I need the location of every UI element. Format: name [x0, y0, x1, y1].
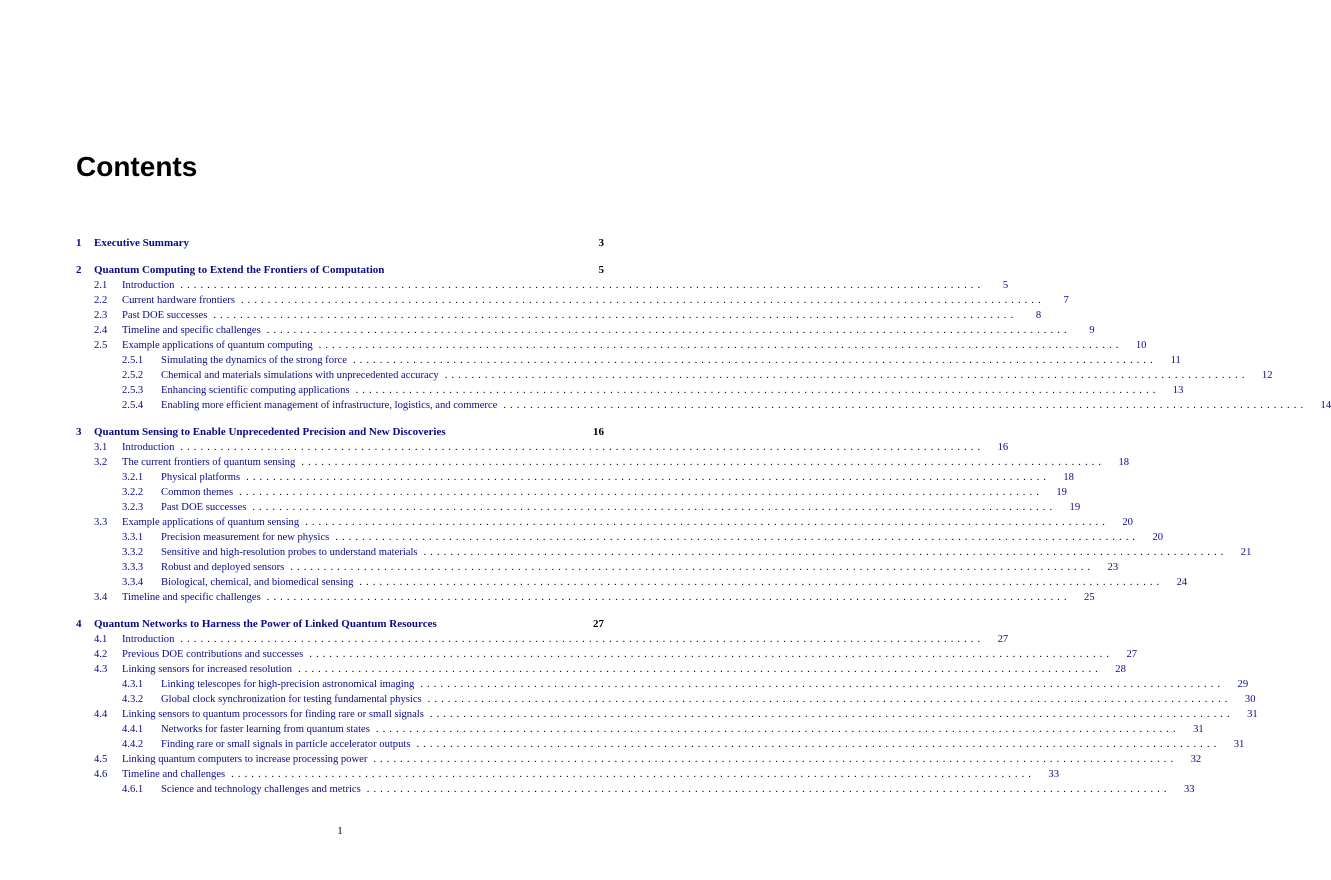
toc-section-entry[interactable] [94, 338, 1147, 353]
toc-subsection-entry[interactable] [122, 398, 1331, 413]
toc-section-entry[interactable] [94, 752, 1202, 767]
toc-section-entry[interactable] [94, 278, 1009, 293]
dot-leader: ........................................................................................................................ [290, 562, 1095, 573]
toc-entry-number: 3.2.2 [122, 487, 144, 498]
toc-entry-page-number: 24 [1176, 577, 1188, 588]
toc-entry-number: 2.1 [94, 280, 108, 291]
dot-leader: ........................................................................................................................ [180, 280, 985, 291]
dot-leader: ........................................................................................................................ [375, 724, 1180, 735]
toc-entry-title: Simulating the dynamics of the strong force [161, 355, 347, 366]
toc-entry-page-number: 9 [1089, 325, 1095, 336]
dot-leader: ........................................................................................................................ [335, 532, 1140, 543]
dot-leader: ........................................................................................................................ [373, 754, 1178, 765]
toc-entry-title: Introduction [122, 634, 175, 645]
toc-subsection-entry[interactable] [122, 560, 1119, 575]
toc-subsection-entry[interactable] [122, 692, 1256, 707]
toc-entry-page-number: 30 [1244, 694, 1256, 705]
dot-leader: ........................................................................................................................ [420, 679, 1225, 690]
toc-entry-page-number: 5 [598, 264, 604, 276]
toc-section-entry[interactable] [94, 515, 1133, 530]
toc-entry-number: 3.3.3 [122, 562, 144, 573]
toc-entry-title: Past DOE successes [161, 502, 247, 513]
toc-entry-title: Enabling more efficient management of infrastructure, logistics, and commerce [161, 400, 498, 411]
toc-entry-number: 3.2.3 [122, 502, 144, 513]
toc-entry-number: 4.3.1 [122, 679, 144, 690]
toc-entry-number: 1 [76, 237, 82, 249]
toc-subsection-entry[interactable] [122, 575, 1188, 590]
toc-entry-page-number: 29 [1237, 679, 1249, 690]
toc-entry-title: Quantum Computing to Extend the Frontiers of Computation [94, 264, 385, 276]
toc-entry-number: 2.5.4 [122, 400, 144, 411]
dot-leader: ........................................................................................................................ [252, 502, 1057, 513]
toc-chapter-entry[interactable] [76, 617, 604, 632]
toc-section-entry[interactable] [94, 662, 1126, 677]
toc-chapter-entry[interactable] [76, 263, 604, 278]
toc-entry-title: Previous DOE contributions and successes [122, 649, 304, 660]
toc-entry-number: 4 [76, 618, 82, 630]
toc-entry-number: 2 [76, 264, 82, 276]
toc-entry-page-number: 21 [1240, 547, 1252, 558]
toc-entry-page-number: 28 [1115, 664, 1126, 675]
toc-subsection-entry[interactable] [122, 782, 1195, 797]
toc-entry-page-number: 3 [598, 237, 604, 249]
dot-leader: ........................................................................................................................ [301, 457, 1106, 468]
toc-entry-title: Precision measurement for new physics [161, 532, 330, 543]
toc-entry-title: Quantum Sensing to Enable Unprecedented Precision and New Discoveries [94, 426, 446, 438]
toc-subsection-entry[interactable] [122, 545, 1252, 560]
toc-entry-number: 2.2 [94, 295, 108, 306]
toc-entry-number: 2.5.2 [122, 370, 144, 381]
toc-entry-number: 3.3 [94, 517, 108, 528]
toc-entry-title: Introduction [122, 280, 175, 291]
dot-leader: ........................................................................................................................ [246, 472, 1050, 483]
toc-entry-number: 3.2 [94, 457, 108, 468]
toc-entry-page-number: 33 [1048, 769, 1059, 780]
toc-entry-number: 4.6.1 [122, 784, 144, 795]
toc-entry-number: 2.5.1 [122, 355, 144, 366]
toc-section-entry[interactable] [94, 323, 1095, 338]
dot-leader: ........................................................................................................................ [239, 487, 1043, 498]
toc-entry-title: Sensitive and high-resolution probes to understand materials [161, 547, 418, 558]
dot-leader: ........................................................................................................................ [444, 370, 1249, 381]
toc-entry-page-number: 16 [997, 442, 1009, 453]
dot-leader: ........................................................................................................................ [355, 385, 1160, 396]
dot-leader: ........................................................................................................................ [429, 709, 1234, 720]
toc-entry-number: 3 [76, 426, 82, 438]
toc-entry-number: 4.1 [94, 634, 108, 645]
toc-entry-page-number: 32 [1190, 754, 1202, 765]
toc-entry-title: The current frontiers of quantum sensing [122, 457, 296, 468]
toc-subsection-entry[interactable] [122, 470, 1074, 485]
toc-entry-number: 4.3.2 [122, 694, 144, 705]
toc-entry-title: Finding rare or small signals in particle accelerator outputs [161, 739, 411, 750]
toc-section-entry[interactable] [94, 455, 1130, 470]
toc-section-entry[interactable] [94, 632, 1009, 647]
toc-entry-page-number: 23 [1107, 562, 1119, 573]
toc-entry-number: 4.3 [94, 664, 108, 675]
toc-entry-page-number: 7 [1063, 295, 1069, 306]
toc-entry-title: Biological, chemical, and biomedical sensing [161, 577, 354, 588]
toc-subsection-entry[interactable] [122, 383, 1184, 398]
toc-entry-title: Linking sensors for increased resolution [122, 664, 293, 675]
toc-entry-page-number: 18 [1063, 472, 1074, 483]
toc-entry-title: Timeline and specific challenges [122, 325, 261, 336]
toc-subsection-entry[interactable] [122, 677, 1249, 692]
dot-leader: ........................................................................................................................ [427, 694, 1232, 705]
toc-section-entry[interactable] [94, 707, 1258, 722]
toc-entry-title: Current hardware frontiers [122, 295, 235, 306]
toc-entry-page-number: 11 [1170, 355, 1181, 366]
toc-entry-number: 3.3.2 [122, 547, 144, 558]
toc-entry-page-number: 27 [997, 634, 1009, 645]
dot-leader: ........................................................................................................................ [305, 517, 1109, 528]
toc-entry-number: 4.4 [94, 709, 108, 720]
toc-subsection-entry[interactable] [122, 353, 1181, 368]
toc-entry-page-number: 20 [1152, 532, 1164, 543]
toc-entry-title: Chemical and materials simulations with unprecedented accuracy [161, 370, 439, 381]
toc-entry-title: Linking telescopes for high-precision astronomical imaging [161, 679, 415, 690]
toc-entry-title: Introduction [122, 442, 175, 453]
toc-entry-page-number: 33 [1183, 784, 1195, 795]
toc-entry-number: 2.5.3 [122, 385, 144, 396]
toc-chapter-entry[interactable] [76, 425, 604, 440]
toc-entry-page-number: 19 [1069, 502, 1081, 513]
dot-leader: ........................................................................................................................ [266, 592, 1071, 603]
toc-section-entry[interactable] [94, 647, 1138, 662]
toc-entry-number: 4.4.2 [122, 739, 144, 750]
toc-entry-page-number: 27 [1126, 649, 1138, 660]
dot-leader: ........................................................................................................................ [180, 634, 985, 645]
toc-entry-page-number: 12 [1261, 370, 1273, 381]
toc-entry-page-number: 27 [593, 618, 604, 630]
toc-entry-page-number: 19 [1056, 487, 1067, 498]
dot-leader: ........................................................................................................................ [231, 769, 1035, 780]
dot-leader: ........................................................................................................................ [180, 442, 985, 453]
toc-entry-page-number: 14 [1320, 400, 1331, 411]
toc-section-entry[interactable] [94, 767, 1059, 782]
toc-section-entry[interactable] [94, 293, 1069, 308]
toc-entry-number: 3.1 [94, 442, 108, 453]
toc-entry-title: Timeline and specific challenges [122, 592, 261, 603]
toc-section-entry[interactable] [94, 308, 1042, 323]
toc-entry-number: 2.4 [94, 325, 108, 336]
toc-entry-page-number: 5 [1002, 280, 1009, 291]
toc-entry-number: 3.4 [94, 592, 108, 603]
dot-leader: ........................................................................................................................ [240, 295, 1045, 306]
toc-entry-page-number: 20 [1122, 517, 1133, 528]
toc-section-entry[interactable] [94, 590, 1095, 605]
toc-entry-title: Common themes [161, 487, 234, 498]
toc-entry-page-number: 31 [1233, 739, 1245, 750]
toc-entry-title: Example applications of quantum computing [122, 340, 313, 351]
dot-leader: ........................................................................................................................ [266, 325, 1071, 336]
dot-leader: ........................................................................................................................ [423, 547, 1228, 558]
page-number: 1 [337, 825, 343, 837]
toc-entry-number: 4.4.1 [122, 724, 144, 735]
toc-entry-page-number: 31 [1193, 724, 1204, 735]
toc-entry-page-number: 8 [1035, 310, 1042, 321]
toc-entry-number: 2.5 [94, 340, 108, 351]
toc-subsection-entry[interactable] [122, 722, 1204, 737]
toc-subsection-entry[interactable] [122, 530, 1164, 545]
dot-leader: ........................................................................................................................ [352, 355, 1157, 366]
toc-entry-number: 4.2 [94, 649, 108, 660]
toc-entry-number: 3.3.1 [122, 532, 144, 543]
page-title: Contents [76, 151, 198, 182]
toc-entry-title: Physical platforms [161, 472, 241, 483]
toc-entry-title: Global clock synchronization for testing fundamental physics [161, 694, 422, 705]
toc-entry-title: Timeline and challenges [122, 769, 226, 780]
toc-subsection-entry[interactable] [122, 368, 1273, 383]
dot-leader: ........................................................................................................................ [298, 664, 1102, 675]
toc-entry-page-number: 16 [593, 426, 604, 438]
toc-subsection-entry[interactable] [122, 485, 1067, 500]
toc-subsection-entry[interactable] [122, 500, 1081, 515]
toc-entry-title: Quantum Networks to Harness the Power of Linked Quantum Resources [94, 618, 437, 630]
toc-chapter-entry[interactable] [76, 236, 604, 251]
dot-leader: ........................................................................................................................ [309, 649, 1114, 660]
toc-entry-number: 4.6 [94, 769, 108, 780]
dot-leader: ........................................................................................................................ [318, 340, 1123, 351]
toc-entry-title: Linking sensors to quantum processors for finding rare or small signals [122, 709, 424, 720]
toc-entry-title: Networks for faster learning from quantum states [161, 724, 370, 735]
toc-entry-title: Example applications of quantum sensing [122, 517, 300, 528]
toc-section-entry[interactable] [94, 440, 1009, 455]
dot-leader: ........................................................................................................................ [503, 400, 1308, 411]
toc-entry-page-number: 25 [1083, 592, 1095, 603]
toc-entry-number: 2.3 [94, 310, 108, 321]
toc-entry-title: Robust and deployed sensors [161, 562, 285, 573]
toc-entry-page-number: 31 [1247, 709, 1258, 720]
toc-entry-number: 3.2.1 [122, 472, 144, 483]
toc-entry-title: Enhancing scientific computing applications [161, 385, 350, 396]
toc-entry-title: Linking quantum computers to increase processing power [122, 754, 368, 765]
toc-entry-title: Past DOE successes [122, 310, 208, 321]
dot-leader: ........................................................................................................................ [359, 577, 1164, 588]
toc-entry-page-number: 10 [1135, 340, 1147, 351]
toc-entry-number: 4.5 [94, 754, 108, 765]
toc-entry-page-number: 13 [1172, 385, 1184, 396]
toc-subsection-entry[interactable] [122, 737, 1245, 752]
dot-leader: ........................................................................................................................ [213, 310, 1018, 321]
toc-entry-number: 3.3.4 [122, 577, 144, 588]
dot-leader: ........................................................................................................................ [366, 784, 1171, 795]
toc-entry-page-number: 18 [1118, 457, 1130, 468]
toc-entry-title: Executive Summary [94, 237, 190, 249]
toc-entry-title: Science and technology challenges and metrics [161, 784, 361, 795]
dot-leader: ........................................................................................................................ [416, 739, 1221, 750]
